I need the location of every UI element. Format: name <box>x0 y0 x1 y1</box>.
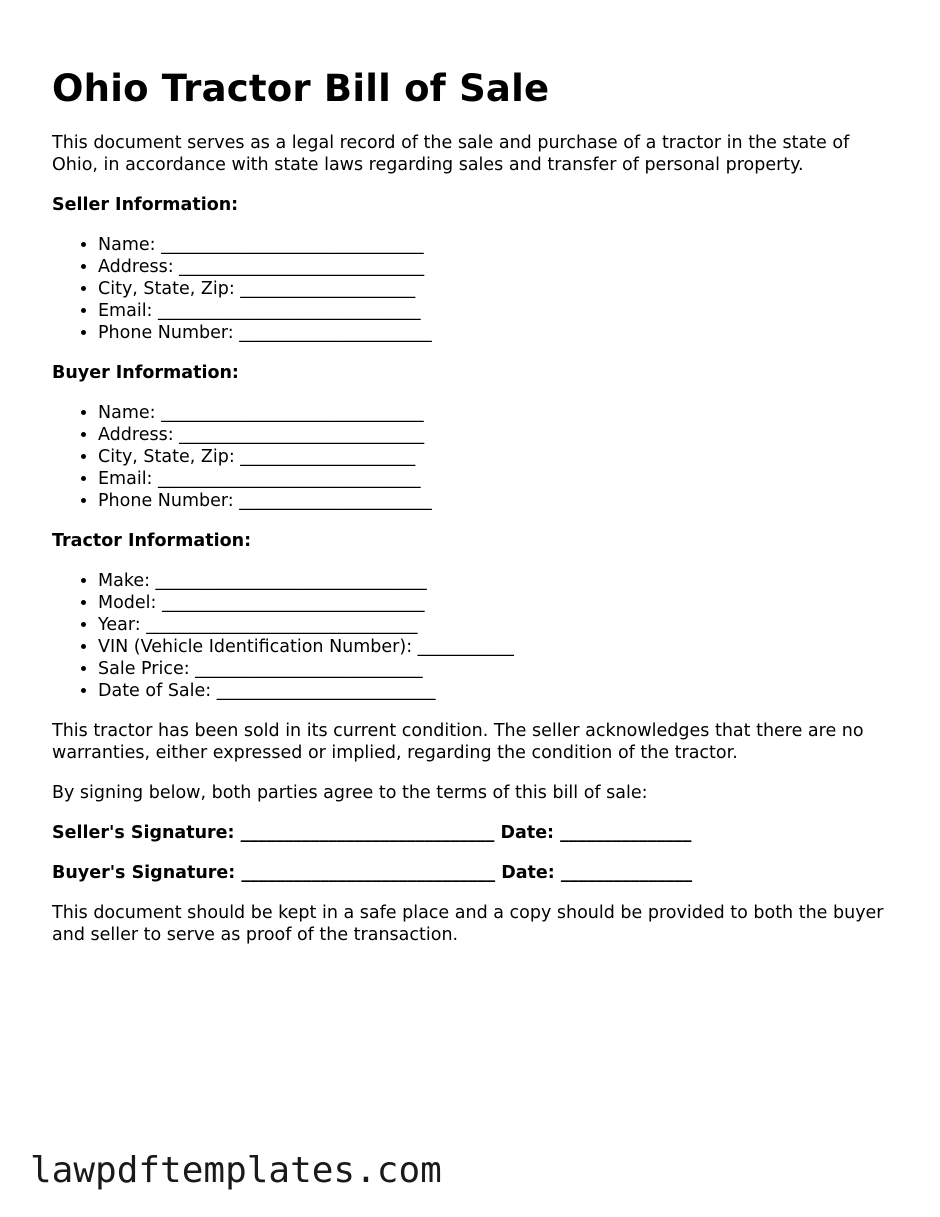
buyer-city-state-zip-field[interactable]: • City, State, Zip: ____________________ <box>98 446 892 468</box>
seller-name-field[interactable]: • Name: ______________________________ <box>98 234 892 256</box>
tractor-sale-price-field[interactable]: • Sale Price: __________________________ <box>98 658 892 680</box>
seller-phone-field[interactable]: • Phone Number: ______________________ <box>98 322 892 344</box>
seller-city-state-zip-field[interactable]: • City, State, Zip: ____________________ <box>98 278 892 300</box>
buyer-section-heading: Buyer Information: <box>52 363 239 383</box>
agreement-paragraph: By signing below, both parties agree to the terms of this bill of sale: <box>52 783 648 803</box>
seller-section-heading: Seller Information: <box>52 195 239 215</box>
seller-email-field[interactable]: • Email: ______________________________ <box>98 300 892 322</box>
buyer-address-field[interactable]: • Address: ____________________________ <box>98 424 892 446</box>
tractor-vin-field[interactable]: • VIN (Vehicle Identification Number): ___________ <box>98 636 892 658</box>
closing-paragraph: This document should be kept in a safe place and a copy should be provided to both the buyer and seller to serve as proof of the transaction. <box>52 903 884 945</box>
seller-signature-line[interactable]: Seller's Signature: _____________________________ Date: _______________ <box>52 823 692 843</box>
tractor-model-field[interactable]: • Model: ______________________________ <box>98 592 892 614</box>
tractor-make-field[interactable]: • Make: _______________________________ <box>98 570 892 592</box>
condition-paragraph: This tractor has been sold in its current condition. The seller acknowledges that there are no warranties, either expressed or implied, regarding the condition of the tractor. <box>52 721 864 763</box>
document-page <box>52 62 892 964</box>
buyer-phone-field[interactable]: • Phone Number: ______________________ <box>98 490 892 512</box>
tractor-fields-list <box>52 570 892 702</box>
buyer-signature-line[interactable]: Buyer's Signature: _____________________________ Date: _______________ <box>52 863 693 883</box>
seller-address-field[interactable]: • Address: ____________________________ <box>98 256 892 278</box>
buyer-fields-list <box>52 402 892 512</box>
tractor-section-heading: Tractor Information: <box>52 531 252 551</box>
buyer-email-field[interactable]: • Email: ______________________________ <box>98 468 892 490</box>
seller-fields-list <box>52 234 892 344</box>
tractor-year-field[interactable]: • Year: _______________________________ <box>98 614 892 636</box>
document-title: Ohio Tractor Bill of Sale <box>52 67 550 110</box>
buyer-name-field[interactable]: • Name: ______________________________ <box>98 402 892 424</box>
watermark-footer: lawpdftemplates.com <box>30 1150 442 1191</box>
intro-paragraph: This document serves as a legal record of the sale and purchase of a tractor in the state of Ohio, in accordance with state laws regarding sales and transfer of personal property. <box>52 133 850 175</box>
tractor-date-of-sale-field[interactable]: • Date of Sale: _________________________ <box>98 680 892 702</box>
